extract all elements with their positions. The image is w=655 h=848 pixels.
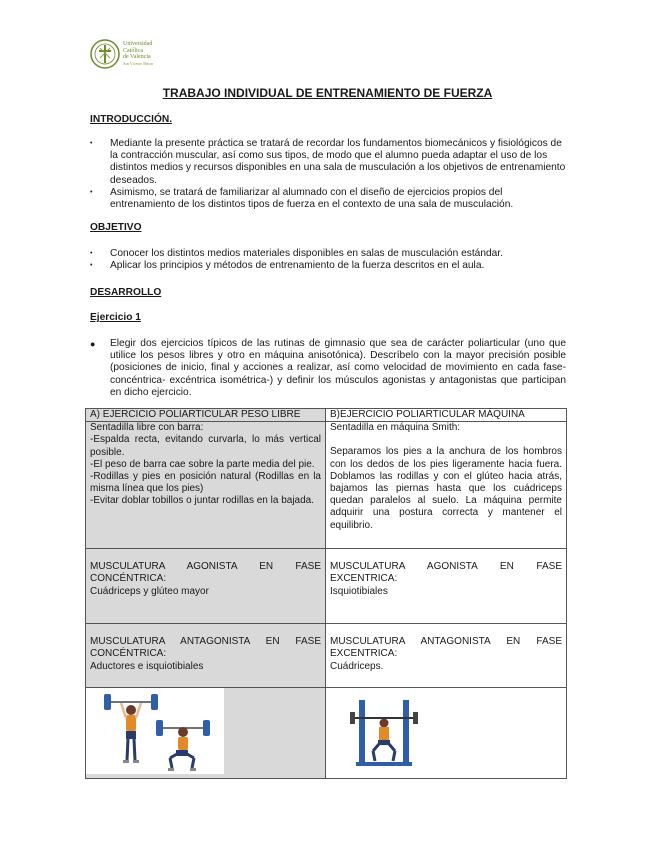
b-illustration-cell [326,688,567,779]
objective-heading: OBJETIVO [90,222,142,233]
logo-wordmark: Universidad Católica de Valencia San Vicente Mártir [123,41,154,66]
objective-bullet-1: • Conocer los distintos medios materiales disponibles en salas de musculación estándar. [90,248,503,259]
university-logo [90,38,170,70]
intro-heading: INTRODUCCIÓN. [90,114,173,125]
intro-bullet-1: • Mediante la presente práctica se tratará de recordar los fundamentos biomecánicos y fisiológicos de la contracción muscular, así como sus tipos, de modo que el alumno pueda adaptar el uso de los distintos medios y recursos disponibles en una sala de musculación a los objetivos de entrenamiento deseados. [90,138,566,186]
b-antagonist-cell: MUSCULATURA ANTAGONISTA EN FASE EXCENTRICA: Cuádriceps. [326,624,567,688]
a-agonist-cell: MUSCULATURA AGONISTA EN FASE CONCÉNTRICA: Cuádriceps y glúteo mayor [86,549,326,624]
col-b-header: B)EJERCICIO POLIARTICULAR MÁQUINA [326,409,567,422]
exercise-table [85,408,567,779]
exercise-instructions: ● Elegir dos ejercicios típicos de las rutinas de gimnasio que sea de carácter poliarticular (uno que utilice los pesos libres y otro en máquina anisotónica). Descríbelo con la mayor precisión posible (posiciones de inicio, final y acciones a realizar, así como velocidad de movimiento en cada fase- concéntrica- excéntrica isométrica-) y definir los músculos agonistas y antagonistas que participan en dicho ejercicio. [90,338,566,398]
col-b-description: Sentadilla en máquina Smith: Separamos los pies a la anchura de los hombros con los dedos de los pies ligeramente hacia fuera. Doblamos las rodillas y con el glúteo hacia atrás, bajamos las piernas hasta que los cuádriceps quedan paralelos al suelo. La máquina permite adquirir una postura correcta y mantener el equilibrio. [326,422,567,549]
col-a-header: A) EJERCICIO POLIARTICULAR PESO LIBRE [86,409,326,422]
smith-machine-illustration [326,688,567,774]
university-seal-icon [90,39,120,69]
development-heading: DESARROLLO [90,287,162,298]
col-a-description: Sentadilla libre con barra: -Espalda recta, evitando curvarla, lo más vertical posible. -El peso de barra cae sobre la parte media del pie. -Rodillas y pies en posición natural (Rodillas en la misma línea que los pies) -Evitar doblar tobillos o juntar rodillas en la bajada. [86,422,326,549]
exercise-heading: Ejercicio 1 [90,312,141,323]
b-agonist-cell: MUSCULATURA AGONISTA EN FASE EXCENTRICA: Isquiotibiales [326,549,567,624]
barbell-squat-illustration [86,688,326,774]
a-illustration-cell [86,688,326,779]
page-title: TRABAJO INDIVIDUAL DE ENTRENAMIENTO DE FUERZA [162,86,493,100]
objective-bullet-2: • Aplicar los principios y métodos de entrenamiento de la fuerza descritos en el aula. [90,260,485,271]
intro-bullet-2: • Asimismo, se tratará de familiarizar al alumnado con el diseño de ejercicios propios del entrenamiento de los distintos tipos de fuerza en el contexto de una sala de musculación. [90,187,514,211]
a-antagonist-cell: MUSCULATURA ANTAGONISTA EN FASE CONCÉNTRICA: Aductores e isquiotibiales [86,624,326,688]
